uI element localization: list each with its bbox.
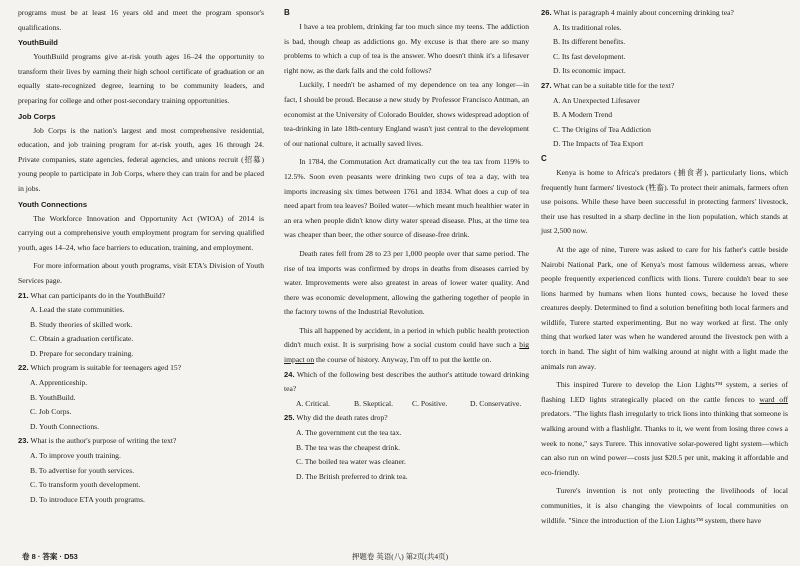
option[interactable]: A. The government cut the tea tax. <box>296 428 402 438</box>
option[interactable]: C. The boiled tea water was cleaner. <box>296 457 406 467</box>
option[interactable]: C. To transform youth development. <box>30 480 141 490</box>
passage-b-para-3: In 1784, the Commutation Act dramatically cut the tea tax from 119% to 12.5%. Soon even peasants were drinking two cups of tea a day, with tea imports increasing six times between 1761 and 1834. What does a cup of tea need apart from tea leaves? Boiled water—which meant much healthier water in an era when people didn't know dirty water spread disease. Plus, at the time tea was cheaper than beer, the other source of disease-free drink. <box>284 157 529 240</box>
section-b-heading: B <box>284 8 290 17</box>
option[interactable]: A. To improve youth training. <box>30 451 121 461</box>
youthbuild-text: YouthBuild programs give at-risk youth ages 16–24 the opportunity to transform their lives by earning their high school certificate of graduation or an equally state-recognized degree, learning to be community leaders, and preparing for college and other post-secondary training opportunities. <box>18 52 264 105</box>
option[interactable]: D. Youth Connections. <box>30 421 99 431</box>
youthbuild-heading: YouthBuild <box>18 38 58 48</box>
connections-heading: Youth Connections <box>18 199 88 209</box>
question-text: What is paragraph 4 mainly about concerning drinking tea? <box>553 8 734 17</box>
option[interactable]: B. Skeptical. <box>354 398 394 408</box>
option[interactable]: A. Its traditional roles. <box>553 22 622 32</box>
question-number: 27. <box>541 80 552 90</box>
option[interactable]: A. Critical. <box>296 398 330 408</box>
option[interactable]: A. An Unexpected Lifesaver <box>553 95 640 105</box>
option[interactable]: A. Apprenticeship. <box>30 378 88 388</box>
connections-text: The Workforce Innovation and Opportunity Act (WIOA) of 2014 is carrying out a comprehensive youth employment program for serving qualified youth, ages 14–24, who face barriers to education, training, and employment. <box>18 213 264 252</box>
question-25 <box>284 411 529 484</box>
intro-tail: programs must be at least 16 years old and meet the program sponsor's qualifications. <box>18 8 264 32</box>
option[interactable]: B. Its different benefits. <box>553 37 626 47</box>
question-number: 26. <box>541 8 552 17</box>
question-text: What can be a suitable title for the text? <box>553 80 675 90</box>
option[interactable]: C. Its fast development. <box>553 51 626 61</box>
section-c-heading: C <box>541 153 547 163</box>
option[interactable]: D. To introduce ETA youth programs. <box>30 494 145 504</box>
option[interactable]: B. YouthBuild. <box>30 392 76 402</box>
question-text: What can participants do in the YouthBuild? <box>30 290 166 300</box>
option[interactable]: B. Study theories of skilled work. <box>30 319 133 329</box>
question-number: 21. <box>18 290 29 300</box>
question-text: Which program is suitable for teenagers aged 15? <box>30 363 182 373</box>
question-24 <box>284 368 529 412</box>
option[interactable]: B. The tea was the cheapest drink. <box>296 442 401 452</box>
page-footer: 押题卷 英语(八) 第2页(共4页) <box>351 552 449 561</box>
question-number: 25. <box>284 413 295 423</box>
question-number: 22. <box>18 363 29 373</box>
passage-c-para-1: Kenya is home to Africa's predators (捕食者), particularly lions, which frequently hunt farmers' livestock (牲畜). To protect their animals, farmers often use poisons. While these have been successful in protecting farmers' livestock, their use has resulted in a sharp decline in the lion population, which stands at just 2,500 now. <box>541 167 788 236</box>
option[interactable]: B. To advertise for youth services. <box>30 465 135 475</box>
passage-b-para-4: Death rates fell from 28 to 23 per 1,000 people over that same period. The rise of tea imports was confirmed by drops in deaths from diseases carried by water. Improvements were also greatest in areas of lower water quality. And there was economic development, allowing the gathering together of people in the factory towns of the Industrial Revolution. <box>284 248 529 317</box>
jobcorps-heading: Job Corps <box>18 111 56 121</box>
passage-c-para-4: Turere's invention is not only protecting the livelihoods of local communities, it is also changing the viewpoints of local communities on wildlife. "Since the introduction of the Lion Lights™ system, there have <box>541 486 788 525</box>
passage-b-para-5: This all happened by accident, in a period in which public health protection didn't much exist. It is surprising how a social custom could have such a big impact on the course of history. Anyway, I'm off to put the kettle on. <box>284 325 529 365</box>
question-text: What is the author's purpose of writing the text? <box>30 436 177 446</box>
jobcorps-text: Job Corps is the nation's largest and most comprehensive residential, education, and job training program for at-risk youth, ages 16 through 24. Private companies, state agencies, federal agencies, and unions recruit (招募) young people to participate in Job Corps, where they can train for and be placed in jobs. <box>18 125 264 193</box>
question-number: 23. <box>18 436 29 446</box>
passage-c-para-2: At the age of nine, Turere was asked to care for his father's cattle beside Nairobi National Park, one of Kenya's most famous wilderness areas, where people frequently experienced conflicts with lions. Turere couldn't bear to see lions harmed by humans when lions hunted cows, because he loved these creatures deeply. Determined to find a solution benefiting both local farmers and wildlife, Turere started experimenting. But no way worked at first. The only thing that worked later was when he wandered around the livestock pen with a torch in hand. The sight of him walking around at night with a light made the animals run away. <box>541 244 788 371</box>
passage-c-para-3: This inspired Turere to develop the Lion Lights™ system, a series of flashing LED lights strategically placed on the cattle fences to ward off predators. "The lights flash irregularly to trick lions into thinking that someone is walking around with a flashlight. Thanks to it, we went from losing three cows a week to none," says Turere. This innovative solar-powered light system—which can also run on wind power—costs just $20.5 per unit, making it affordable and eco-friendly. <box>541 380 788 477</box>
option[interactable]: B. A Modern Trend <box>553 110 613 120</box>
option[interactable]: D. The Impacts of Tea Export <box>553 139 644 149</box>
option[interactable]: D. Its economic impact. <box>553 66 626 76</box>
passage-b-para-1: I have a tea problem, drinking far too much since my teens. The addiction is bad, though cheap as addictions go. My excuse is that there are so many problems to which a cup of tea is the answer. Who doesn't think it's a lifesaver right now, as the dark falls and the cold follows? <box>284 22 529 75</box>
question-27 <box>541 79 788 152</box>
question-26 <box>541 6 788 79</box>
option[interactable]: C. Positive. <box>412 398 448 408</box>
column-middle <box>284 6 529 484</box>
question-22 <box>18 361 264 434</box>
question-text: Why did the death rates drop? <box>296 413 388 423</box>
option[interactable]: D. Prepare for secondary training. <box>30 348 134 358</box>
question-23 <box>18 434 264 507</box>
column-right <box>541 6 788 528</box>
option[interactable]: C. Job Corps. <box>30 407 72 417</box>
option[interactable]: C. The Origins of Tea Addiction <box>553 124 651 134</box>
question-text: Which of the following best describes the author's attitude toward drinking tea? <box>284 369 529 394</box>
underlined-phrase: big impact on <box>284 340 529 365</box>
column-left <box>18 6 264 507</box>
question-21 <box>18 289 264 362</box>
option[interactable]: A. Lead the state communities. <box>30 305 125 315</box>
passage-b-para-2: Luckily, I needn't be ashamed of my dependence on tea any longer—in fact, I should be proud. Because a new study by Professor Francisco Antman, an economist at the University of Colorado Boulder, shows widespread adoption of tea-drinking in late 18th-century England wasn't just central to the development of our national culture, it actually saved lives. <box>284 80 529 148</box>
option[interactable]: D. The British preferred to drink tea. <box>296 471 408 481</box>
more-info: For more information about youth programs, visit ETA's Division of Youth Services page. <box>18 261 264 285</box>
page-code: 卷 8 · 答案 · D53 <box>22 552 78 561</box>
question-number: 24. <box>284 369 295 379</box>
option[interactable]: C. Obtain a graduation certificate. <box>30 334 134 344</box>
underlined-phrase: ward off <box>759 394 788 404</box>
option[interactable]: D. Conservative. <box>470 398 522 408</box>
